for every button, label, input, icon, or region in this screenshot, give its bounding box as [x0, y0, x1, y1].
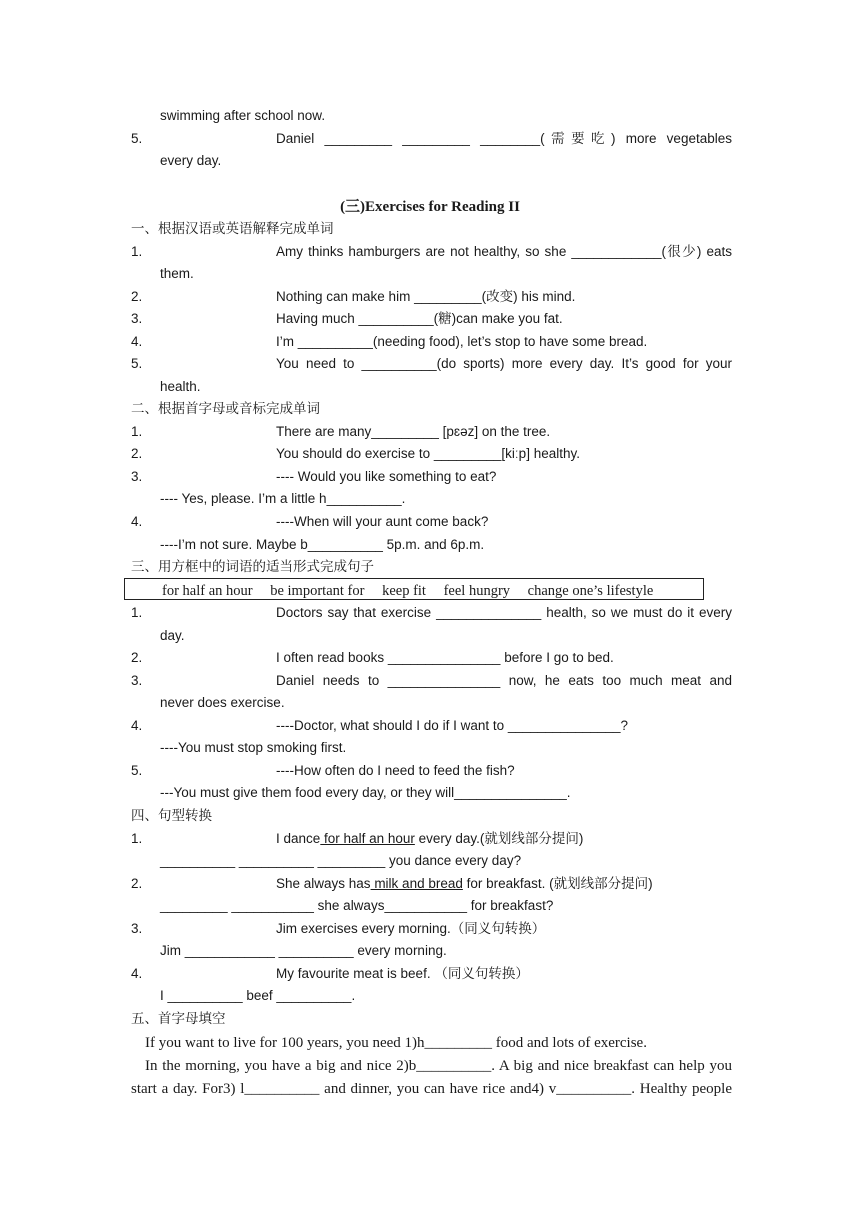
item-continuation: ---- Yes, please. I’m a little h__________.: [160, 491, 406, 506]
item-number: 2.: [131, 876, 143, 891]
item-text: ---- Would you like something to eat?: [276, 469, 497, 484]
item-text: My favourite meat is beef. （同义句转换）: [276, 966, 529, 981]
item-number: 4.: [131, 514, 143, 529]
item-text-pre: She always has: [276, 876, 371, 891]
item-text: You need to __________(do sports) more every day. It’s good for your: [276, 356, 732, 371]
item-continuation: health.: [160, 379, 201, 394]
item-number: 4.: [131, 966, 143, 981]
item-continuation: I __________ beef __________.: [160, 988, 356, 1003]
part2-heading: 二、根据首字母或音标完成单词: [131, 401, 320, 417]
item-number: 2.: [131, 446, 143, 461]
part5-heading: 五、首字母填空: [131, 1011, 226, 1027]
item-number: 2.: [131, 650, 143, 665]
section-title: (三)Exercises for Reading II: [340, 199, 520, 215]
item-text-post: for breakfast. (就划线部分提问): [462, 876, 653, 891]
passage-line: If you want to live for 100 years, you need 1)h_________ food and lots of exercise.: [145, 1035, 647, 1051]
item-continuation: _________ ___________ she always___________ for breakfast?: [160, 898, 554, 913]
item-text: There are many_________ [pɛəz] on the tree.: [276, 424, 551, 439]
item-continuation: ---You must give them food every day, or they will_______________.: [160, 785, 571, 800]
item-number: 1.: [131, 605, 143, 620]
item-text: Daniel _________ _________ ________(需要吃) more vegetables: [276, 131, 732, 146]
item-text: ----When will your aunt come back?: [276, 514, 489, 529]
item-number: 5.: [131, 131, 143, 146]
item-text: Nothing can make him _________(改变) his mind.: [276, 289, 576, 304]
item-text: You should do exercise to _________[kiːp] healthy.: [276, 446, 580, 461]
item-continuation: ----I’m not sure. Maybe b__________ 5p.m. and 6p.m.: [160, 537, 485, 552]
part1-heading: 一、根据汉语或英语解释完成单词: [131, 221, 334, 237]
item-number: 5.: [131, 763, 143, 778]
item-text: Having much __________(糖)can make you fat.: [276, 311, 563, 326]
item-continuation: Jim ____________ __________ every morning.: [160, 943, 447, 958]
item-text-post: every day.(就划线部分提问): [414, 831, 584, 846]
item-number: 1.: [131, 244, 143, 259]
underlined-phrase: milk and bread: [370, 876, 463, 891]
item-continuation: day.: [160, 628, 185, 643]
item-text: Jim exercises every morning.（同义句转换）: [276, 921, 546, 936]
item-text: ----How often do I need to feed the fish?: [276, 763, 515, 778]
box-word: be important for: [270, 583, 365, 599]
box-word: for half an hour: [162, 583, 253, 599]
item-number: 3.: [131, 311, 143, 326]
item-continuation: ----You must stop smoking first.: [160, 740, 347, 755]
passage-line: start a day. For3) l__________ and dinner, you can have rice and4) v__________. Healthy people: [131, 1081, 732, 1097]
item-text: I often read books _______________ before I go to bed.: [276, 650, 614, 665]
item-text: Doctors say that exercise ______________ health, so we must do it every: [276, 605, 732, 620]
item-text: Daniel needs to _______________ now, he eats too much meat and: [276, 673, 732, 688]
item-text: ----Doctor, what should I do if I want to _______________?: [276, 718, 628, 733]
item-text: [276, 830, 583, 848]
item-continuation: every day.: [160, 153, 222, 168]
item-continuation: __________ __________ _________ you dance every day?: [160, 853, 522, 868]
item-number: 3.: [131, 673, 143, 688]
item-number: 4.: [131, 718, 143, 733]
item-text-pre: I dance: [276, 831, 321, 846]
item-continuation: never does exercise.: [160, 695, 285, 710]
item-number: 1.: [131, 424, 143, 439]
part4-heading: 四、句型转换: [131, 808, 212, 824]
underlined-phrase: for half an hour: [320, 831, 415, 846]
box-word: keep fit: [382, 583, 426, 599]
box-word: feel hungry: [443, 583, 511, 599]
item-number: 3.: [131, 469, 143, 484]
item-number: 3.: [131, 921, 143, 936]
item-text: Amy thinks hamburgers are not healthy, so she ____________(很少) eats: [276, 244, 732, 259]
part3-heading: 三、用方框中的词语的适当形式完成句子: [131, 559, 374, 575]
passage-line: In the morning, you have a big and nice 2)b__________. A big and nice breakfast can help you: [145, 1058, 732, 1074]
item-continuation: them.: [160, 266, 194, 281]
item-number: 5.: [131, 356, 143, 371]
box-word: change one’s lifestyle: [527, 583, 654, 599]
word-box-words: [162, 583, 667, 600]
item-text: [276, 875, 653, 893]
item-number: 2.: [131, 289, 143, 304]
item-text: I’m __________(needing food), let’s stop to have some bread.: [276, 334, 648, 349]
item-number: 1.: [131, 831, 143, 846]
prev-item-continuation: swimming after school now.: [160, 108, 326, 123]
item-number: 4.: [131, 334, 143, 349]
